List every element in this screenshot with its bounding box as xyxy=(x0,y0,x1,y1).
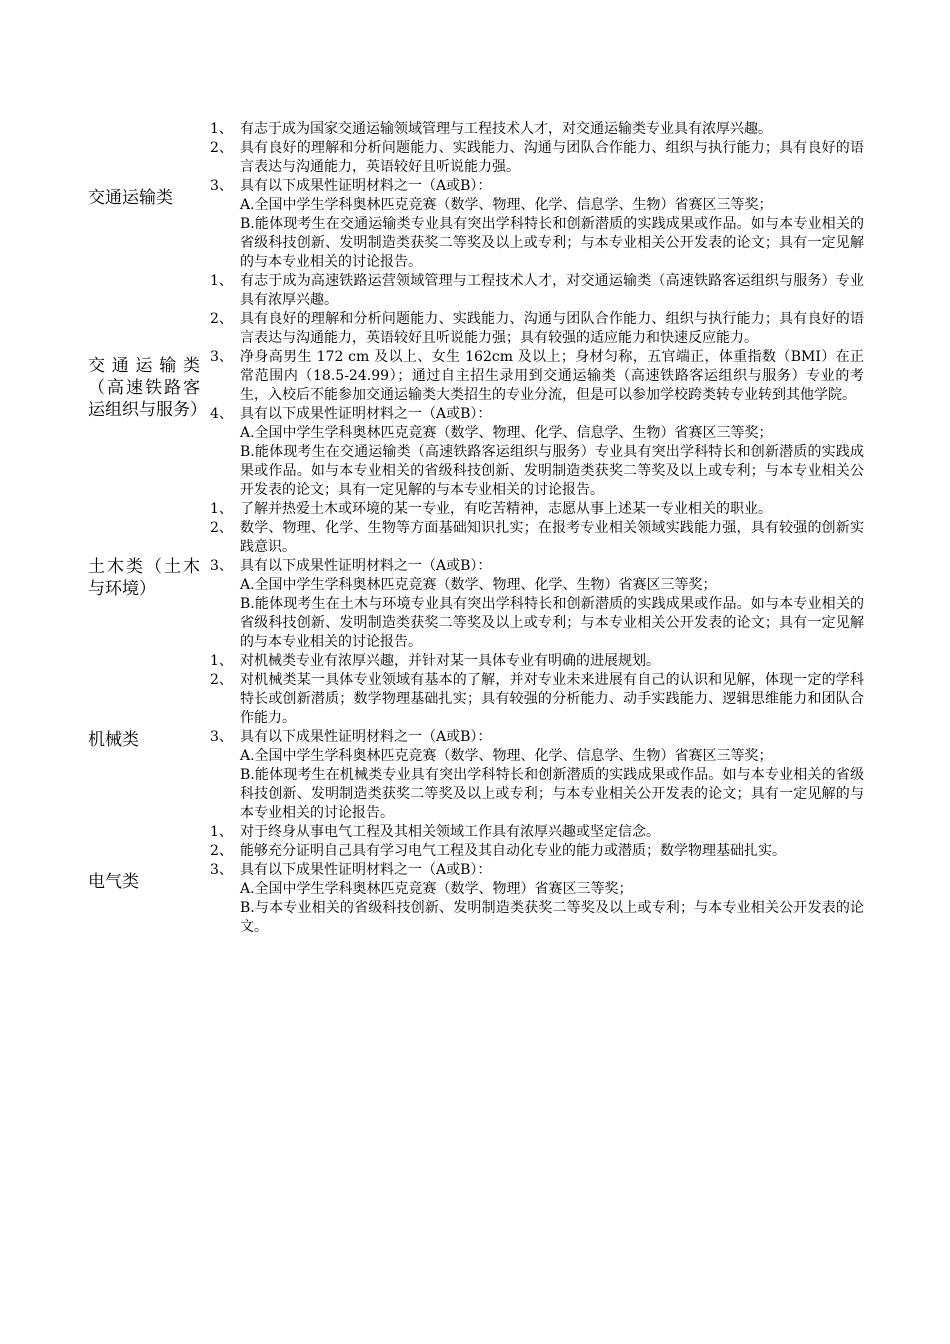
sub-item-a: A.全国中学生学科奥林匹克竞赛（数学、物理、化学、生物）省赛区三等奖； xyxy=(240,577,717,593)
item-number: 3、 xyxy=(210,558,233,574)
sub-item-a: A.全国中学生学科奥林匹克竞赛（数学、物理）省赛区三等奖； xyxy=(240,881,633,897)
item-text: 具有以下成果性证明材料之一（A或B）： xyxy=(240,862,492,878)
item-number: 3、 xyxy=(210,349,233,365)
item-number: 2、 xyxy=(210,843,233,859)
section-civil-engineering xyxy=(88,500,864,652)
item-number: 3、 xyxy=(210,729,233,745)
item-text: 数学、物理、化学、生物等方面基础知识扎实；在报考专业相关领域实践能力强，具有较强的创新实践意识。 xyxy=(240,520,864,555)
item-number: 2、 xyxy=(210,672,233,688)
category-label: 土木类（土木与环境） xyxy=(88,557,200,599)
item-text: 了解并热爱土木或环境的某一专业，有吃苦精神，志愿从事上述某一专业相关的职业。 xyxy=(240,501,772,517)
item-number: 1、 xyxy=(210,121,233,137)
item-number: 2、 xyxy=(210,140,233,156)
requirement-item xyxy=(210,177,864,272)
sub-item-b: B.能体现考生在机械类专业具有突出学科特长和创新潜质的实践成果或作品。如与本专业相关的省级科技创新、发明制造类获奖二等奖及以上或专利；与本专业相关公开发表的论文；具有一定见解的与本专业相关的讨论报告。 xyxy=(240,767,864,821)
category-cell xyxy=(88,272,210,500)
requirement-item xyxy=(210,557,864,652)
category-cell xyxy=(88,823,210,937)
requirements-cell xyxy=(210,500,864,652)
item-number: 1、 xyxy=(210,653,233,669)
item-number: 1、 xyxy=(210,824,233,840)
requirement-item xyxy=(210,310,864,348)
item-number: 4、 xyxy=(210,406,233,422)
requirements-cell xyxy=(210,272,864,500)
item-text: 具有良好的理解和分析问题能力、实践能力、沟通与团队合作能力、组织与执行能力；具有良好的语言表达与沟通能力，英语较好且听说能力强。 xyxy=(240,140,864,175)
requirement-item xyxy=(210,861,864,937)
item-text: 具有以下成果性证明材料之一（A或B）： xyxy=(240,178,492,194)
item-text: 对机械类专业有浓厚兴趣，并针对某一具体专业有明确的进展规划。 xyxy=(240,653,660,669)
requirement-item xyxy=(210,405,864,500)
sub-item-b: B.与本专业相关的省级科技创新、发明制造类获奖二等奖及以上或专利；与本专业相关公开发表的论文。 xyxy=(240,900,864,935)
item-text: 净身高男生 172 cm 及以上、女生 162cm 及以上；身材匀称，五官端正，体重指数（BMI）在正常范围内（18.5-24.99）；通过自主招生录用到交通运输类（高速铁路客运组织与服务）专业的考生，入校后不能参加交通运输类大类招生的专业分流，但是可以参加学校跨类转专业转到其他学院。 xyxy=(240,349,864,403)
requirements-table xyxy=(88,120,864,937)
item-number: 3、 xyxy=(210,862,233,878)
item-number: 2、 xyxy=(210,311,233,327)
sub-item-a: A.全国中学生学科奥林匹克竞赛（数学、物理、化学、信息学、生物）省赛区三等奖； xyxy=(240,197,773,213)
requirements-cell xyxy=(210,652,864,823)
section-electrical xyxy=(88,823,864,937)
requirements-cell xyxy=(210,823,864,937)
category-cell xyxy=(88,120,210,272)
item-text: 具有良好的理解和分析问题能力、实践能力、沟通与团队合作能力、组织与执行能力；具有良好的语言表达与沟通能力，英语较好且听说能力强；具有较强的适应能力和快速反应能力。 xyxy=(240,311,864,346)
category-label: 机械类 xyxy=(88,729,139,750)
requirement-item xyxy=(210,500,864,519)
category-cell xyxy=(88,500,210,652)
item-text: 有志于成为国家交通运输领域管理与工程技术人才，对交通运输类专业具有浓厚兴趣。 xyxy=(240,121,772,137)
category-label: 交通运输类（高速铁路客运组织与服务） xyxy=(88,356,207,420)
section-transportation xyxy=(88,120,864,272)
section-high-speed-rail xyxy=(88,272,864,500)
sub-item-b: B.能体现考生在土木与环境专业具有突出学科特长和创新潜质的实践成果或作品。如与本专业相关的省级科技创新、发明制造类获奖二等奖及以上或专利；与本专业相关公开发表的论文；具有一定见解的与本专业相关的讨论报告。 xyxy=(240,596,864,650)
item-number: 3、 xyxy=(210,178,233,194)
item-text: 对机械类某一具体专业领域有基本的了解，并对专业未来进展有自己的认识和见解，体现一定的学科特长或创新潜质；数学物理基础扎实；具有较强的分析能力、动手实践能力、逻辑思维能力和团队合作能力。 xyxy=(240,672,864,726)
requirement-item xyxy=(210,139,864,177)
category-label: 交通运输类 xyxy=(88,188,173,208)
sub-item-a: A.全国中学生学科奥林匹克竞赛（数学、物理、化学、信息学、生物）省赛区三等奖； xyxy=(240,748,773,764)
sub-item-b: B.能体现考生在交通运输类专业具有突出学科特长和创新潜质的实践成果或作品。如与本专业相关的省级科技创新、发明制造类获奖二等奖及以上或专利；与本专业相关公开发表的论文；具有一定见解的与本专业相关的讨论报告。 xyxy=(240,216,864,270)
item-text: 对于终身从事电气工程及其相关领域工作具有浓厚兴趣或坚定信念。 xyxy=(240,824,660,840)
requirement-item xyxy=(210,652,864,671)
item-number: 1、 xyxy=(210,501,233,517)
item-text: 具有以下成果性证明材料之一（A或B）： xyxy=(240,558,492,574)
item-text: 有志于成为高速铁路运营领域管理与工程技术人才，对交通运输类（高速铁路客运组织与服务）专业具有浓厚兴趣。 xyxy=(240,273,864,308)
requirement-item xyxy=(210,671,864,728)
requirement-item xyxy=(210,728,864,823)
requirement-item xyxy=(210,120,864,139)
requirements-cell xyxy=(210,120,864,272)
sub-item-b: B.能体现考生在交通运输类（高速铁路客运组织与服务）专业具有突出学科特长和创新潜质的实践成果或作品。如与本专业相关的省级科技创新、发明制造类获奖二等奖及以上或专利；与本专业相关公开发表的论文；具有一定见解的与本专业相关的讨论报告。 xyxy=(240,444,864,498)
requirement-item xyxy=(210,519,864,557)
requirement-item xyxy=(210,842,864,861)
requirement-item xyxy=(210,272,864,310)
item-number: 2、 xyxy=(210,520,233,536)
item-text: 能够充分证明自己具有学习电气工程及其自动化专业的能力或潜质；数学物理基础扎实。 xyxy=(240,843,786,859)
item-text: 具有以下成果性证明材料之一（A或B）： xyxy=(240,406,492,422)
requirement-item xyxy=(210,823,864,842)
category-cell xyxy=(88,652,210,823)
category-label: 电气类 xyxy=(88,872,139,892)
requirement-item xyxy=(210,348,864,405)
item-text: 具有以下成果性证明材料之一（A或B）： xyxy=(240,729,492,745)
section-mechanical xyxy=(88,652,864,823)
item-number: 1、 xyxy=(210,273,233,289)
sub-item-a: A.全国中学生学科奥林匹克竞赛（数学、物理、化学、信息学、生物）省赛区三等奖； xyxy=(240,425,773,441)
